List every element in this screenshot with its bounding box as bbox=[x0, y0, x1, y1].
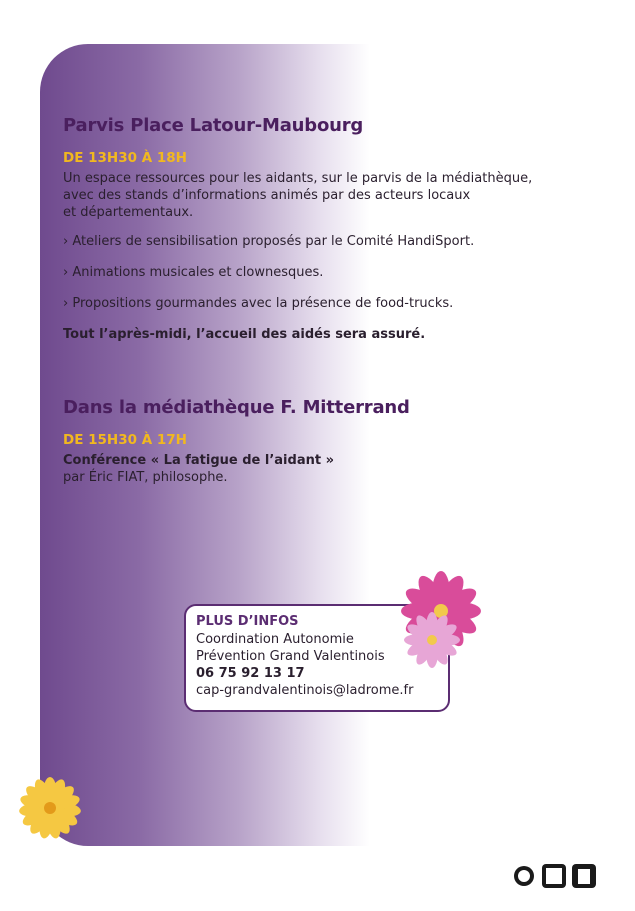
bullet-item: › Propositions gourmandes avec la présence de food-trucks. bbox=[63, 296, 454, 311]
yellow-flower-icon bbox=[14, 772, 86, 844]
section-title-mediatheque: Dans la médiathèque F. Mitterrand bbox=[63, 397, 410, 418]
time-mediatheque: DE 15H30 À 17H bbox=[63, 432, 187, 448]
section-parvis bbox=[63, 115, 583, 355]
section-mediatheque bbox=[63, 397, 583, 486]
info-line: Prévention Grand Valentinois bbox=[196, 649, 385, 664]
intro-paragraph bbox=[63, 170, 583, 221]
bullet-item: › Ateliers de sensibilisation proposés par le Comité HandiSport. bbox=[63, 234, 475, 249]
bullet-item: › Animations musicales et clownesques. bbox=[63, 265, 324, 280]
footer-icons bbox=[512, 862, 598, 890]
time-parvis: DE 13H30 À 18H bbox=[63, 150, 187, 166]
conference-title: Conférence « La fatigue de l’aidant » bbox=[63, 453, 334, 468]
intro-line: avec des stands d’informations animés par des acteurs locaux bbox=[63, 188, 471, 203]
note-text: Tout l’après-midi, l’accueil des aidés sera assuré. bbox=[63, 327, 426, 342]
speaker-text: par Éric FIAT, philosophe. bbox=[63, 470, 228, 485]
phone-number[interactable]: 06 75 92 13 17 bbox=[196, 666, 305, 681]
info-title: PLUS D’INFOS bbox=[196, 614, 299, 629]
recycle-icon bbox=[512, 862, 598, 890]
intro-line: et départementaux. bbox=[63, 205, 194, 220]
intro-line: Un espace ressources pour les aidants, sur le parvis de la médiathèque, bbox=[63, 171, 533, 186]
light-pink-flower-icon bbox=[400, 608, 464, 672]
email-link[interactable]: cap-grandvalentinois@ladrome.fr bbox=[196, 683, 414, 698]
info-line: Coordination Autonomie bbox=[196, 632, 354, 647]
section-title-parvis: Parvis Place Latour-Maubourg bbox=[63, 115, 364, 136]
